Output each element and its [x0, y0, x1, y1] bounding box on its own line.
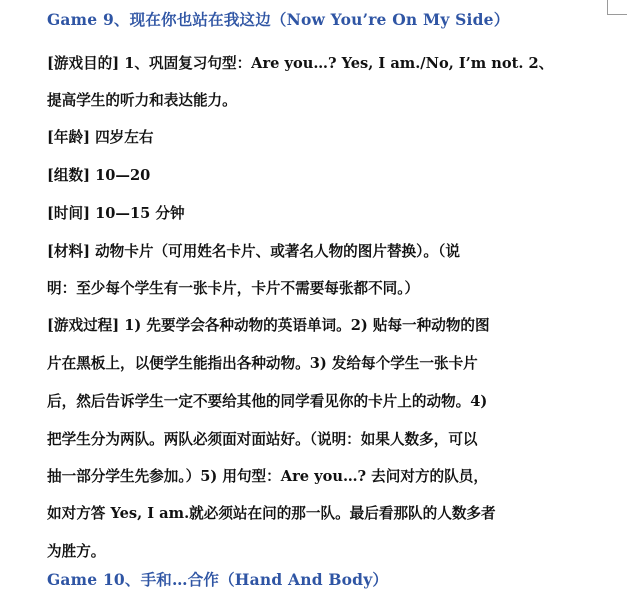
text-line-time: [时间] 10—15 分钟 [47, 205, 185, 222]
text-line-procedure-7: 为胜方。 [47, 543, 106, 560]
text-line-group-size: [组数] 10—20 [47, 167, 151, 184]
game-10-heading: Game 10、手和…合作（Hand And Body） [47, 570, 389, 589]
text-line-procedure-2: 片在黑板上，以便学生能指出各种动物。3) 发给每个学生一张卡片 [47, 355, 478, 372]
text-line-materials: [材料] 动物卡片（可用姓名卡片、或著名人物的图片替换）。（说 [47, 243, 460, 260]
text-line-procedure-6: 如对方答 Yes, I am.就必须站在问的那一队。最后看那队的人数多者 [47, 505, 496, 522]
text-line-materials-note: 明：至少每个学生有一张卡片，卡片不需要每张都不同。） [47, 280, 420, 297]
text-line-procedure-1: [游戏过程] 1) 先要学会各种动物的英语单词。2) 贴每一种动物的图 [47, 317, 490, 334]
crop-mark-horizontal [607, 14, 627, 15]
text-line-procedure-4: 把学生分为两队。两队必须面对面站好。（说明：如果人数多，可以 [47, 431, 478, 448]
text-line-objective: [游戏目的] 1、巩固复习句型：Are you…? Yes, I am./No, I’m not. 2、 [47, 55, 554, 72]
text-line-objective-cont: 提高学生的听力和表达能力。 [47, 92, 237, 109]
text-line-procedure-5: 抽一部分学生先参加。）5) 用句型：Are you…? 去问对方的队员， [47, 468, 488, 485]
crop-mark-vertical [607, 0, 608, 14]
game-9-heading: Game 9、现在你也站在我这边（Now You’re On My Side） [47, 10, 510, 29]
text-line-age: [年龄] 四岁左右 [47, 129, 154, 146]
text-line-procedure-3: 后，然后告诉学生一定不要给其他的同学看见你的卡片上的动物。4) [47, 393, 488, 410]
